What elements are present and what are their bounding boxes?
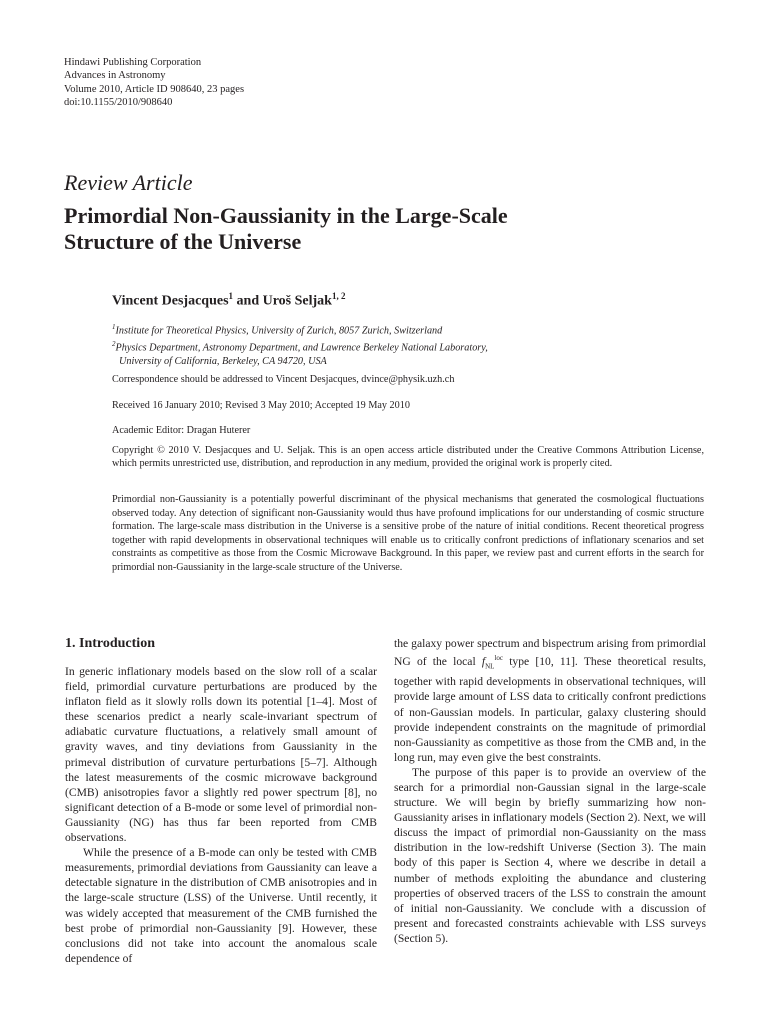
author-joiner: and	[233, 293, 263, 309]
paragraph: the galaxy power spectrum and bispectrum arising from primordial NG of the local $f_{NL}^{loc}$ type [10, 11]. These theoretical results, together with rapid developments in observational techniques, will provide large amount of LSS data to critically confront predictions of non-Gaussian models. In particular, galaxy clustering should provide independent constraints on the magnitude of primordial non-Gaussianity as competitive as those from the CMB and, in the long run, may even give the best constraints.	[394, 637, 706, 764]
author-1-affiliation: 1	[228, 291, 234, 301]
paragraph: In generic inflationary models based on the slow roll of a scalar field, primordial curvature perturbations are produced by the inflaton field as it slowly rolls down its potential [1–4]. Most of these scenarios predict a nearly scale-invariant spectrum of adiabatic curvature fluctuations, a relatively small amount of gravity waves, and tiny deviations from Gaussianity in the primeval distribution of curvature perturbations [5–7]. Although the latest measurements of the cosmic microwave background (CMB) anisotropies favor a slightly red power spectrum [8], no significant detection of a B-mode or some level of primordial non-Gaussianity (NG) has thus far been reported from CMB observations.	[65, 665, 377, 845]
journal-name: Advances in Astronomy	[64, 70, 166, 82]
author-list	[112, 291, 345, 310]
copyright-notice: Copyright © 2010 V. Desjacques and U. Seljak. This is an open access article distributed under the Creative Commons Attribution License, which permits unrestricted use, distribution, and reproduction in any medium, provided the original work is properly cited.	[112, 445, 704, 470]
paragraph: The purpose of this paper is to provide an overview of the search for a primordial non-Gaussian signal in the large-scale structure. We will begin by briefly summarizing how non-Gaussianity arises in inflationary models (Section 2). Next, we will discuss the impact of primordial non-Gaussianity on the mass distribution in the low-redshift Universe (Section 3). The main body of this paper is Section 4, where we describe in detail a number of methods exploiting the abundance and clustering properties of observed tracers of the LSS to constrain the amount of initial non-Gaussianity. We conclude with a discussion of present and forecasted constraints achievable with LSS surveys (Section 5).	[394, 765, 707, 945]
correspondence: Correspondence should be addressed to Vincent Desjacques, dvince@physik.uzh.ch	[112, 374, 455, 385]
paper-title	[64, 203, 714, 255]
right-column	[394, 636, 706, 946]
fnl-symbol: $f_{NL}^{loc}$	[481, 654, 504, 671]
author-1: Vincent Desjacques	[112, 293, 229, 309]
author-2-affiliation: 1, 2	[331, 291, 346, 301]
title-line-2: Structure of the Universe	[64, 229, 302, 254]
affiliations	[112, 321, 704, 368]
affiliation-2-cont: University of California, Berkeley, CA 94720, USA	[119, 355, 327, 367]
paragraph: While the presence of a B-mode can only be tested with CMB measurements, primordial deviations from Gaussianity can leave a detectable signature in the distribution of CMB anisotropies and in the large-scale structure (LSS) of the Universe. Until recently, it was widely accepted that measurement of the CMB furnished the best probe of primordial non-Gaussianity [9]. However, these conclusions did not take into account the anomalous scale dependence of	[65, 846, 377, 965]
affiliation-2: $^2$Physics Department, Astronomy Department, and Lawrence Berkeley National Laboratory,	[112, 339, 488, 354]
article-type: Review Article	[64, 170, 193, 195]
left-column	[65, 636, 377, 966]
email-link[interactable]: dvince@physik.uzh.ch	[361, 374, 455, 385]
dates: Received 16 January 2010; Revised 3 May 2010; Accepted 19 May 2010	[112, 400, 410, 411]
doi: doi:10.1155/2010/908640	[64, 97, 173, 109]
section-heading: 1. Introduction	[65, 636, 155, 651]
volume-info: Volume 2010, Article ID 908640, 23 pages	[64, 83, 245, 95]
academic-editor: Academic Editor: Dragan Huterer	[112, 425, 251, 436]
title-line-1: Primordial Non-Gaussianity in the Large-Scale	[64, 203, 508, 228]
journal-header	[64, 56, 244, 110]
abstract: Primordial non-Gaussianity is a potentially powerful discriminant of the physical mechanisms that generated the cosmological fluctuations observed today. Any detection of significant non-Gaussianity would thus have profound implications for our understanding of cosmic structure formation. The large-scale mass distribution in the Universe is a sensitive probe of the nature of initial conditions. Recent theoretical progress together with rapid developments in observational techniques will enable us to critically confront predictions of inflationary scenarios and set constraints as competitive as those from the Cosmic Microwave Background. In this paper, we review past and current efforts in the search for primordial non-Gaussianity in the large-scale structure of the Universe.	[112, 494, 704, 573]
publisher: Hindawi Publishing Corporation	[64, 57, 202, 68]
affiliation-1: $^1$Institute for Theoretical Physics, University of Zurich, 8057 Zurich, Switzerland	[112, 323, 443, 337]
author-2: Uroš Seljak	[262, 293, 332, 309]
